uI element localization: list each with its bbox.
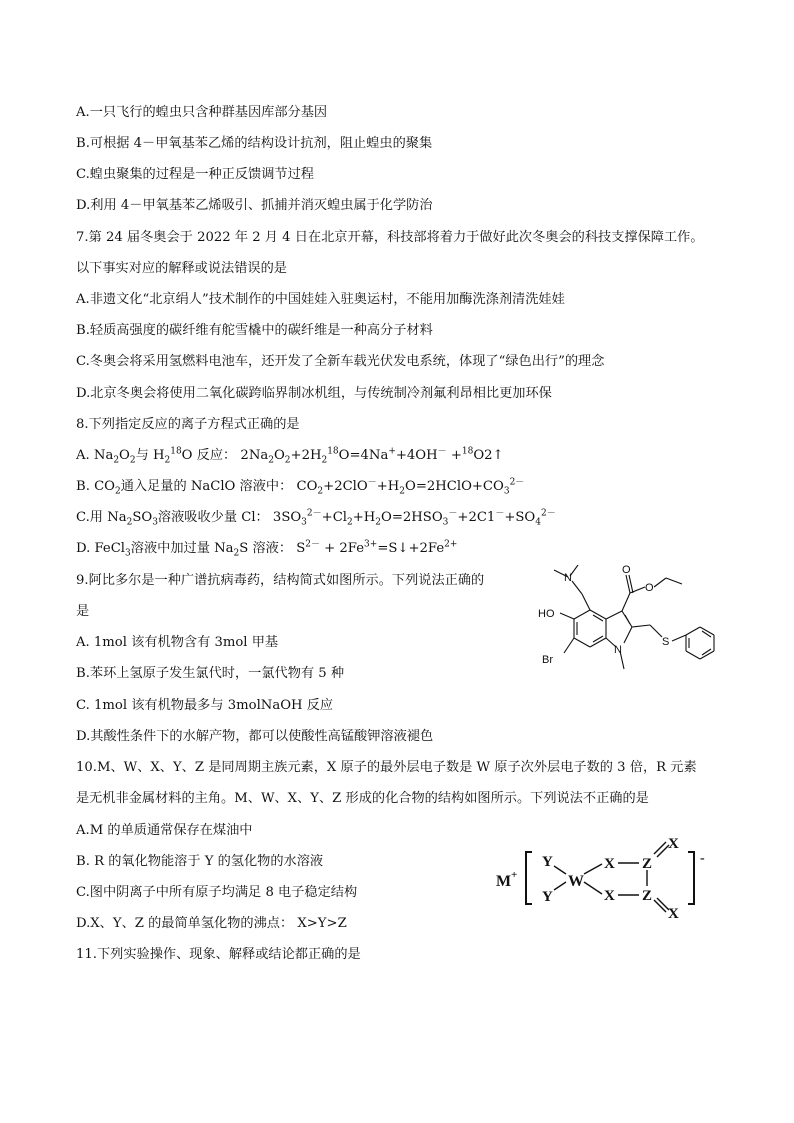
q10-stem-line1: 10.M、W、X、Y、Z 是同周期主族元素，X 原子的最外层电子数是 W 原子次外层电子数的 3 倍，R 元素: [76, 760, 697, 775]
q8-option-c: C.用 $Na_2SO_3$溶液吸收少量 Cl： $3SO_3^{2-}+Cl_2+H_2O=2HSO_3^-+2C1^-+SO_4^{2-}$: [76, 508, 556, 528]
atom-z-upper: Z: [642, 856, 653, 872]
q8-option-d: D. FeCl$_3$溶液中加过量 $Na_2S$ 溶液： $S^{2-}$ + $2Fe^{3+}=S↓+2Fe^{2+}$: [76, 539, 458, 559]
q10-option-b: B. R 的氧化物能溶于 Y 的氢化物的水溶液: [76, 854, 324, 869]
q9-option-c: C. 1mol 该有机物最多与 3molNaOH 反应: [76, 698, 334, 713]
atom-x-bottom-right: X: [668, 906, 679, 922]
q9-option-b: B.苯环上氢原子发生氯代时，一氯代物有 5 种: [76, 666, 345, 681]
cation-label: M: [496, 873, 512, 890]
carbonyl-oxygen-label: O: [622, 565, 631, 576]
q10-option-a: A.M 的单质通常保存在煤油中: [76, 823, 253, 838]
atom-z-lower: Z: [642, 888, 653, 904]
arbidol-structure-figure: [530, 565, 735, 695]
q7-option-b: B.轻质高强度的碳纤维有舵雪橇中的碳纤维是一种高分子材料: [76, 323, 433, 338]
q7-option-d: D.北京冬奥会将使用二氧化碳跨临界制冰机组，与传统制冷剂氟利昂相比更加环保: [76, 386, 552, 401]
q9-option-a: A. 1mol 该有机物含有 3mol 甲基: [76, 635, 279, 650]
q7-stem-line2: 以下事实对应的解释或说法错误的是: [76, 261, 287, 276]
hydroxyl-label: HO: [538, 608, 555, 620]
ester-oxygen-label: O: [645, 582, 654, 594]
q11-stem: 11.下列实验操作、现象、解释或结论都正确的是: [76, 947, 361, 962]
q6-option-b: B.可根据 4－甲氧基苯乙烯的结构设计抗剂，阻止蝗虫的聚集: [76, 136, 433, 151]
q10-option-c: C.图中阴离子中所有原子均满足 8 电子稳定结构: [76, 885, 358, 900]
compound-structure-figure: [492, 828, 717, 926]
anion-charge: -: [700, 851, 705, 866]
q10-option-d: D.X、Y、Z 的最简单氢化物的沸点： X>Y>Z: [76, 916, 347, 931]
q8-option-a: A. $Na_2O_2$与 $H_2^{18}O$ 反应： $2Na_2O_2+2H_2^{18}O=4Na^++4OH^-$ +$^{18}$O2↑: [76, 446, 504, 466]
q9-option-d: D.其酸性条件下的水解产物，都可以使酸性高锰酸钾溶液褪色: [76, 729, 434, 744]
q8-stem: 8.下列指定反应的离子方程式正确的是: [76, 417, 300, 432]
q6-option-a: A.一只飞行的蝗虫只含种群基因库部分基因: [76, 105, 328, 120]
q6-option-d: D.利用 4－甲氧基苯乙烯吸引、抓捕并消灭蝗虫属于化学防治: [76, 198, 433, 213]
q7-option-c: C.冬奥会将采用氢燃料电池车，还开发了全新车载光伏发电系统，体现了“绿色出行”的理念: [76, 354, 605, 369]
bromine-label: Br: [542, 654, 553, 666]
sulfur-label: S: [662, 636, 670, 648]
q9-stem-line1: 9.阿比多尔是一种广谱抗病毒药，结构简式如图所示。下列说法正确的: [76, 573, 485, 588]
atom-x-top-right: X: [668, 836, 679, 852]
q7-option-a: A.非遗文化“北京绢人”技术制作的中国娃娃入驻奥运村，不能用加酶洗涤剂清洗娃娃: [76, 292, 565, 307]
q9-stem-line2: 是: [76, 604, 90, 619]
atom-w: W: [568, 873, 584, 890]
cation-charge: +: [511, 869, 518, 881]
nitrogen-label-amine: N: [564, 572, 572, 584]
atom-x-upper: X: [604, 856, 615, 872]
atom-y-bottom: Y: [542, 889, 553, 905]
q8-option-b: B. $CO_2$通入足量的 NaClO 溶液中： $CO_2+2ClO^-+H_2O=2HClO+CO_3^{2-}$: [76, 477, 525, 497]
nitrogen-label-indole: N: [614, 644, 622, 656]
atom-y-top: Y: [542, 854, 553, 870]
atom-x-lower: X: [604, 888, 615, 904]
q6-option-c: C.蝗虫聚集的过程是一种正反馈调节过程: [76, 167, 314, 182]
q10-stem-line2: 是无机非金属材料的主角。M、W、X、Y、Z 形成的化合物的结构如图所示。下列说法不正确的是: [76, 791, 649, 806]
q7-stem-line1: 7.第 24 届冬奥会于 2022 年 2 月 4 日在北京开幕，科技部将着力于做好此次冬奥会的科技支撑保障工作。: [76, 230, 704, 245]
